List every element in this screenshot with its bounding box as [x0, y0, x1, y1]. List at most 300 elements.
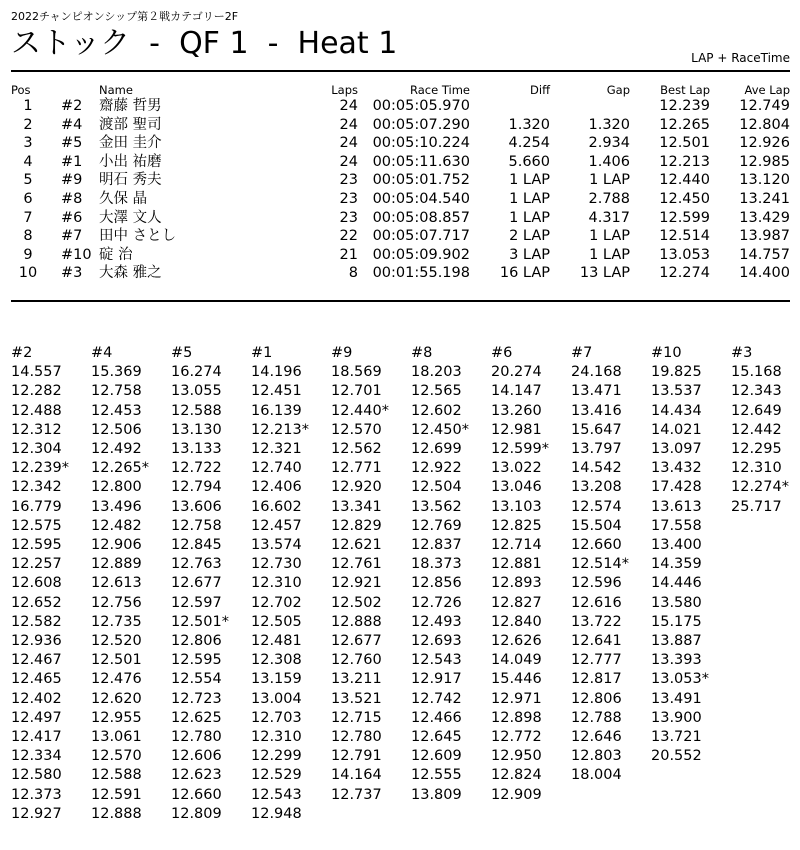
lap-time: 12.465: [11, 671, 62, 688]
lap-time: 12.402: [11, 690, 62, 707]
lap-time: 14.049: [491, 652, 542, 669]
lap-time: 18.203: [411, 364, 462, 381]
result-race-time: 00:05:10.224: [372, 135, 470, 152]
lap-time: 12.917: [411, 671, 462, 688]
lap-column-car-number: #6: [491, 345, 513, 361]
lap-time: 12.760: [331, 652, 382, 669]
result-pos: 2: [23, 116, 33, 133]
lap-time: 13.159: [251, 671, 302, 688]
result-row: [11, 153, 790, 172]
result-diff: 1 LAP: [509, 172, 550, 189]
lap-time: 12.613: [91, 575, 142, 592]
lap-time: 12.921: [331, 575, 382, 592]
lap-time: 12.481: [251, 633, 302, 650]
lap-time: 12.971: [491, 690, 542, 707]
lap-time: 12.493: [411, 613, 462, 630]
lap-time: 18.569: [331, 364, 382, 381]
result-diff: 2 LAP: [509, 228, 550, 245]
result-gap: 4.317: [588, 209, 630, 226]
result-pos: 1: [23, 98, 33, 114]
result-best-lap: 12.265: [659, 116, 710, 133]
lap-time: 12.888: [91, 805, 142, 822]
lap-time: 12.646: [571, 729, 622, 746]
lap-time: 12.660: [171, 786, 222, 803]
lap-time: 13.537: [651, 383, 702, 400]
lap-time: 12.543: [411, 652, 462, 669]
lap-time: 12.788: [571, 709, 622, 726]
lap-time: 12.856: [411, 575, 462, 592]
lap-time: 12.625: [171, 709, 222, 726]
lap-column: [651, 344, 731, 766]
result-diff: 1 LAP: [509, 209, 550, 226]
lap-time: 12.898: [491, 709, 542, 726]
lap-time: 12.742: [411, 690, 462, 707]
lap-time: 12.730: [251, 556, 302, 573]
lap-time: 12.450*: [411, 421, 469, 438]
lap-time: 12.580: [11, 767, 62, 784]
lap-time: 12.299: [251, 748, 302, 765]
lap-time: 12.840: [491, 613, 542, 630]
lap-time: 14.021: [651, 421, 702, 438]
lap-time: 12.529: [251, 767, 302, 784]
lap-time: 12.606: [171, 748, 222, 765]
lap-time: 12.310: [731, 460, 782, 477]
results-bottom-rule: [11, 300, 790, 302]
lap-column-car-number: #9: [331, 345, 353, 361]
lap-time: 12.308: [251, 652, 302, 669]
header-pos: Pos: [11, 83, 31, 97]
lap-time: 12.771: [331, 460, 382, 477]
lap-time: 16.139: [251, 402, 302, 419]
lap-time: 12.777: [571, 652, 622, 669]
result-pos: 4: [23, 153, 33, 170]
result-pos: 3: [23, 135, 33, 152]
lap-time: 12.827: [491, 594, 542, 611]
result-ave-lap: 12.985: [739, 153, 790, 170]
results-body: [11, 97, 790, 283]
lap-time: 12.756: [91, 594, 142, 611]
lap-time: 13.130: [171, 421, 222, 438]
lap-time: 12.476: [91, 671, 142, 688]
result-row: [11, 190, 790, 209]
result-gap: 1 LAP: [589, 172, 630, 189]
lap-time: 12.417: [11, 729, 62, 746]
lap-time: 20.274: [491, 364, 542, 381]
lap-column-car-number: #8: [411, 345, 433, 361]
lap-time: 12.909: [491, 786, 542, 803]
lap-time: 13.211: [331, 671, 382, 688]
lap-time: 13.208: [571, 479, 622, 496]
lap-time: 13.103: [491, 498, 542, 515]
lap-time: 12.453: [91, 402, 142, 419]
lap-time: 13.260: [491, 402, 542, 419]
result-race-time: 00:05:05.970: [372, 98, 470, 114]
result-race-time: 00:05:11.630: [372, 153, 470, 170]
header-best-lap: Best Lap: [660, 83, 710, 97]
lap-time: 13.046: [491, 479, 542, 496]
result-car-number: #5: [61, 135, 83, 152]
result-driver-name: 渡部 聖司: [99, 116, 162, 133]
result-race-time: 00:05:04.540: [372, 190, 470, 207]
result-car-number: #7: [61, 228, 83, 245]
lap-column: [91, 344, 171, 824]
lap-time: 19.825: [651, 364, 702, 381]
result-pos: 7: [23, 209, 33, 226]
result-driver-name: 碇 治: [99, 246, 133, 263]
lap-time: 18.004: [571, 767, 622, 784]
results-table: [11, 83, 790, 283]
lap-time: 12.554: [171, 671, 222, 688]
lap-time: 12.761: [331, 556, 382, 573]
result-race-time: 00:05:01.752: [372, 172, 470, 189]
lap-time: 13.055: [171, 383, 222, 400]
result-best-lap: 12.450: [659, 190, 710, 207]
lap-time: 12.817: [571, 671, 622, 688]
lap-time: 12.588: [171, 402, 222, 419]
result-row: [11, 246, 790, 265]
result-laps: 21: [339, 246, 358, 263]
result-race-time: 00:01:55.198: [372, 265, 470, 282]
report-mode-label: LAP + RaceTime: [691, 51, 790, 65]
lap-time: 15.175: [651, 613, 702, 630]
lap-time: 12.555: [411, 767, 462, 784]
results-top-rule: [11, 70, 790, 72]
lap-time: 20.552: [651, 748, 702, 765]
lap-column-car-number: #2: [11, 345, 33, 361]
lap-time: 13.432: [651, 460, 702, 477]
lap-column: [571, 344, 651, 786]
result-car-number: #10: [61, 246, 92, 263]
lap-time: 12.482: [91, 517, 142, 534]
result-ave-lap: 13.120: [739, 172, 790, 189]
lap-time: 15.504: [571, 517, 622, 534]
page-title: ストック - QF 1 - Heat 1: [11, 26, 398, 61]
lap-time: 15.446: [491, 671, 542, 688]
event-subtitle: 2022チャンピオンシップ第２戦カテゴリー2F: [11, 10, 239, 23]
result-diff: 1 LAP: [509, 190, 550, 207]
lap-time: 14.359: [651, 556, 702, 573]
lap-time: 12.722: [171, 460, 222, 477]
lap-time: 12.257: [11, 556, 62, 573]
lap-time: 12.373: [11, 786, 62, 803]
lap-time: 12.829: [331, 517, 382, 534]
lap-time: 12.502: [331, 594, 382, 611]
result-driver-name: 齋藤 哲男: [99, 98, 162, 114]
lap-time: 12.660: [571, 537, 622, 554]
lap-time: 12.623: [171, 767, 222, 784]
result-pos: 6: [23, 190, 33, 207]
lap-time: 12.936: [11, 633, 62, 650]
lap-time: 12.806: [571, 690, 622, 707]
lap-time: 12.609: [411, 748, 462, 765]
lap-time: 25.717: [731, 498, 782, 515]
lap-time: 12.506: [91, 421, 142, 438]
lap-time: 12.825: [491, 517, 542, 534]
lap-time: 12.562: [331, 441, 382, 458]
lap-time: 13.574: [251, 537, 302, 554]
lap-time: 12.927: [11, 805, 62, 822]
lap-time: 12.693: [411, 633, 462, 650]
lap-time: 12.575: [11, 517, 62, 534]
result-ave-lap: 13.241: [739, 190, 790, 207]
lap-time: 13.900: [651, 709, 702, 726]
lap-time: 13.562: [411, 498, 462, 515]
lap-time: 12.906: [91, 537, 142, 554]
lap-time: 12.845: [171, 537, 222, 554]
lap-column: [491, 344, 571, 805]
result-car-number: #4: [61, 116, 83, 133]
result-laps: 23: [339, 209, 358, 226]
header-ave-lap: Ave Lap: [744, 83, 790, 97]
lap-time: 12.312: [11, 421, 62, 438]
lap-time: 12.608: [11, 575, 62, 592]
lap-time: 12.626: [491, 633, 542, 650]
result-row: [11, 116, 790, 135]
lap-time: 12.621: [331, 537, 382, 554]
result-best-lap: 12.514: [659, 228, 710, 245]
result-driver-name: 田中 さとし: [99, 228, 177, 245]
lap-time: 13.521: [331, 690, 382, 707]
result-laps: 24: [339, 153, 358, 170]
lap-time: 13.809: [411, 786, 462, 803]
lap-time: 12.981: [491, 421, 542, 438]
lap-time: 12.703: [251, 709, 302, 726]
result-car-number: #1: [61, 153, 83, 170]
lap-time: 12.723: [171, 690, 222, 707]
result-best-lap: 12.213: [659, 153, 710, 170]
lap-time: 12.467: [11, 652, 62, 669]
lap-column: [731, 344, 800, 517]
lap-time: 16.274: [171, 364, 222, 381]
result-pos: 9: [23, 246, 33, 263]
lap-time: 14.196: [251, 364, 302, 381]
result-driver-name: 小出 祐磨: [99, 153, 162, 170]
lap-time: 13.491: [651, 690, 702, 707]
result-best-lap: 12.239: [659, 98, 710, 114]
lap-time: 16.779: [11, 498, 62, 515]
lap-time: 12.597: [171, 594, 222, 611]
lap-time: 12.442: [731, 421, 782, 438]
lap-time: 12.824: [491, 767, 542, 784]
lap-time: 13.133: [171, 441, 222, 458]
result-diff: 5.660: [508, 153, 550, 170]
result-best-lap: 12.440: [659, 172, 710, 189]
lap-time: 13.722: [571, 613, 622, 630]
result-ave-lap: 13.987: [739, 228, 790, 245]
lap-time: 12.922: [411, 460, 462, 477]
lap-column: [171, 344, 251, 824]
lap-time: 12.800: [91, 479, 142, 496]
lap-time: 12.677: [331, 633, 382, 650]
lap-time: 12.406: [251, 479, 302, 496]
result-ave-lap: 14.400: [739, 265, 790, 282]
result-laps: 23: [339, 172, 358, 189]
header-gap: Gap: [606, 83, 630, 97]
lap-time: 12.501: [91, 652, 142, 669]
result-row: [11, 264, 790, 283]
lap-time: 13.797: [571, 441, 622, 458]
lap-time: 12.702: [251, 594, 302, 611]
lap-time: 12.769: [411, 517, 462, 534]
lap-time: 12.514*: [571, 556, 629, 573]
lap-time: 12.794: [171, 479, 222, 496]
lap-time: 12.334: [11, 748, 62, 765]
header-race-time: Race Time: [410, 83, 470, 97]
lap-time: 12.893: [491, 575, 542, 592]
result-diff: 16 LAP: [499, 265, 550, 282]
lap-time: 12.342: [11, 479, 62, 496]
lap-time: 12.213*: [251, 421, 309, 438]
result-ave-lap: 12.926: [739, 135, 790, 152]
result-gap: 1.320: [588, 116, 630, 133]
result-gap: 13 LAP: [579, 265, 630, 282]
lap-time: 12.948: [251, 805, 302, 822]
result-gap: 1 LAP: [589, 246, 630, 263]
lap-time: 12.599*: [491, 441, 549, 458]
lap-column-car-number: #4: [91, 345, 113, 361]
lap-time: 12.501*: [171, 613, 229, 630]
result-race-time: 00:05:08.857: [372, 209, 470, 226]
lap-column-car-number: #7: [571, 345, 593, 361]
lap-time: 13.097: [651, 441, 702, 458]
lap-time: 14.147: [491, 383, 542, 400]
result-driver-name: 久保 晶: [99, 190, 148, 207]
lap-time: 12.780: [331, 729, 382, 746]
lap-time: 12.543: [251, 786, 302, 803]
result-laps: 8: [348, 265, 358, 282]
lap-time: 12.809: [171, 805, 222, 822]
lap-column-car-number: #10: [651, 345, 682, 361]
result-best-lap: 12.599: [659, 209, 710, 226]
lap-time: 12.582: [11, 613, 62, 630]
lap-time: 12.457: [251, 517, 302, 534]
result-laps: 24: [339, 135, 358, 152]
lap-time: 12.304: [11, 441, 62, 458]
lap-time: 12.616: [571, 594, 622, 611]
lap-time: 12.620: [91, 690, 142, 707]
lap-time: 12.492: [91, 441, 142, 458]
result-ave-lap: 14.757: [739, 246, 790, 263]
lap-time: 13.721: [651, 729, 702, 746]
lap-time: 12.758: [171, 517, 222, 534]
lap-time: 12.440*: [331, 402, 389, 419]
result-driver-name: 金田 圭介: [99, 135, 162, 152]
lap-time: 12.574: [571, 498, 622, 515]
lap-time: 12.772: [491, 729, 542, 746]
lap-time: 12.466: [411, 709, 462, 726]
lap-time: 12.677: [171, 575, 222, 592]
lap-time: 13.400: [651, 537, 702, 554]
result-driver-name: 大澤 文人: [99, 209, 162, 226]
lap-time: 13.496: [91, 498, 142, 515]
header-diff: Diff: [530, 83, 550, 97]
lap-time: 12.265*: [91, 460, 149, 477]
lap-column: [411, 344, 491, 805]
result-best-lap: 12.274: [659, 265, 710, 282]
lap-time: 12.649: [731, 402, 782, 419]
result-race-time: 00:05:07.290: [372, 116, 470, 133]
result-driver-name: 大森 雅之: [99, 265, 162, 282]
lap-time: 15.168: [731, 364, 782, 381]
result-row: [11, 97, 790, 116]
lap-time: 12.955: [91, 709, 142, 726]
result-driver-name: 明石 秀夫: [99, 172, 162, 189]
result-laps: 24: [339, 98, 358, 114]
result-ave-lap: 12.804: [739, 116, 790, 133]
lap-time: 12.591: [91, 786, 142, 803]
lap-column-car-number: #1: [251, 345, 273, 361]
lap-time: 12.570: [331, 421, 382, 438]
results-header-row: [11, 83, 790, 97]
result-car-number: #8: [61, 190, 83, 207]
lap-time: 12.295: [731, 441, 782, 458]
lap-time: 12.920: [331, 479, 382, 496]
lap-time: 12.596: [571, 575, 622, 592]
lap-time: 12.488: [11, 402, 62, 419]
result-car-number: #9: [61, 172, 83, 189]
lap-time: 12.737: [331, 786, 382, 803]
lap-time: 12.699: [411, 441, 462, 458]
result-pos: 5: [23, 172, 33, 189]
lap-column: [251, 344, 331, 824]
lap-time: 12.740: [251, 460, 302, 477]
lap-time: 12.595: [171, 652, 222, 669]
result-car-number: #2: [61, 98, 83, 114]
result-pos: 8: [23, 228, 33, 245]
lap-column-car-number: #5: [171, 345, 193, 361]
lap-time: 12.282: [11, 383, 62, 400]
header-name: Name: [99, 83, 133, 97]
lap-time: 13.061: [91, 729, 142, 746]
lap-time: 12.588: [91, 767, 142, 784]
lap-time: 12.715: [331, 709, 382, 726]
lap-time: 13.613: [651, 498, 702, 515]
result-diff: 1.320: [508, 116, 550, 133]
result-best-lap: 13.053: [659, 246, 710, 263]
lap-time: 14.434: [651, 402, 702, 419]
lap-time: 12.505: [251, 613, 302, 630]
result-gap: 1.406: [588, 153, 630, 170]
lap-time: 12.889: [91, 556, 142, 573]
lap-time: 12.310: [251, 575, 302, 592]
lap-time: 17.428: [651, 479, 702, 496]
result-race-time: 00:05:09.902: [372, 246, 470, 263]
lap-time: 12.726: [411, 594, 462, 611]
lap-column-car-number: #3: [731, 345, 753, 361]
lap-time: 12.570: [91, 748, 142, 765]
header-laps: Laps: [331, 83, 358, 97]
result-ave-lap: 13.429: [739, 209, 790, 226]
result-diff: 3 LAP: [509, 246, 550, 263]
lap-time: 13.471: [571, 383, 622, 400]
result-laps: 24: [339, 116, 358, 133]
lap-time: 12.950: [491, 748, 542, 765]
result-diff: 4.254: [508, 135, 550, 152]
lap-time: 12.888: [331, 613, 382, 630]
lap-time: 13.393: [651, 652, 702, 669]
lap-time: 13.022: [491, 460, 542, 477]
result-row: [11, 171, 790, 190]
lap-time: 12.321: [251, 441, 302, 458]
result-row: [11, 227, 790, 246]
result-row: [11, 209, 790, 228]
lap-time: 13.004: [251, 690, 302, 707]
result-race-time: 00:05:07.717: [372, 228, 470, 245]
lap-time: 12.652: [11, 594, 62, 611]
lap-time: 12.595: [11, 537, 62, 554]
lap-time: 12.735: [91, 613, 142, 630]
result-ave-lap: 12.749: [739, 98, 790, 114]
